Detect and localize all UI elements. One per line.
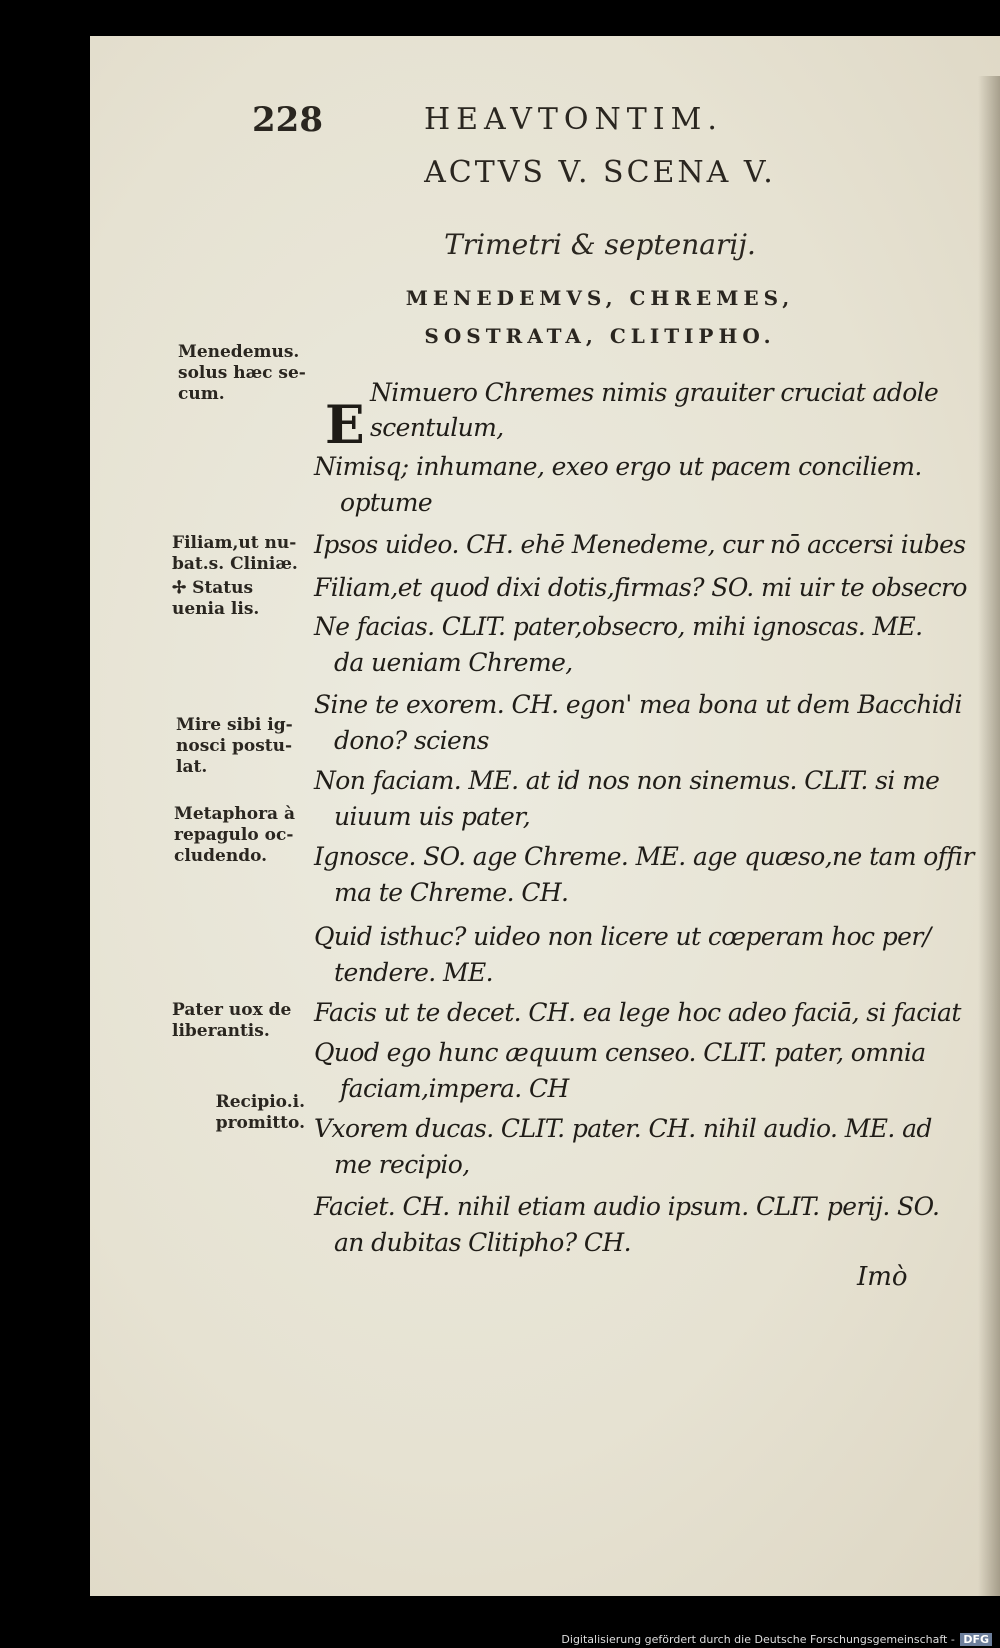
catchword: Imò bbox=[857, 1262, 908, 1292]
verse-line: Sine te exorem. CH. egon' mea bona ut dem Bacchidi bbox=[314, 690, 962, 719]
page-number: 228 bbox=[252, 100, 323, 140]
verse-line: optume bbox=[340, 488, 433, 517]
dfg-logo: DFG bbox=[960, 1633, 992, 1646]
verse-line: ma te Chreme. CH. bbox=[334, 878, 569, 907]
verse-line: Nimuero Chremes nimis grauiter cruciat adole bbox=[370, 378, 939, 407]
verse-line: dono? sciens bbox=[334, 726, 489, 755]
margin-note-pater: Pater uox de liberantis. bbox=[172, 1000, 292, 1041]
drop-capital: E bbox=[325, 395, 365, 456]
meter-line: Trimetri & septenarij. bbox=[444, 228, 756, 261]
margin-note-filiam: Filiam,ut nu-bat.s. Cliniæ. bbox=[172, 533, 298, 574]
running-header bbox=[0, 100, 910, 150]
margin-note-menedemus: Menedemus. solus hæc se-cum. bbox=[178, 342, 306, 404]
verse-line: an dubitas Clitipho? CH. bbox=[334, 1228, 631, 1257]
footer-text: Digitalisierung gefördert durch die Deutsche Forschungsgemeinschaft - bbox=[561, 1633, 955, 1646]
running-title: HEAVTONTIM. bbox=[424, 102, 723, 137]
margin-note-metaphora: Metaphora à repagulo oc-cludendo. bbox=[174, 804, 295, 866]
page-edge-shadow bbox=[978, 76, 1000, 1596]
verse-line: Non faciam. ME. at id nos non sinemus. CLIT. si me bbox=[314, 766, 940, 795]
margin-note-mire: Mire sibi ig-nosci postu-lat. bbox=[176, 715, 293, 777]
digitization-footer bbox=[561, 1633, 992, 1646]
margin-note-recipio: Recipio.i. promitto. bbox=[215, 1092, 305, 1133]
scene-title: ACTVS V. SCENA V. bbox=[424, 155, 776, 190]
verse-line: Ne facias. CLIT. pater,obsecro, mihi ignoscas. ME. bbox=[314, 612, 923, 641]
verse-line: Ignosce. SO. age Chreme. ME. age quæso,ne tam offir bbox=[314, 842, 974, 871]
verse-line: Facis ut te decet. CH. ea lege hoc adeo faciā, si faciat bbox=[314, 998, 961, 1027]
personae-line-1: MENEDEMVS, CHREMES, bbox=[405, 286, 795, 310]
verse-line: Vxorem ducas. CLIT. pater. CH. nihil audio. ME. ad bbox=[314, 1114, 932, 1143]
verse-line: Quid isthuc? uideo non licere ut cœperam hoc per/ bbox=[314, 922, 931, 951]
verse-line: uiuum uis pater, bbox=[334, 802, 531, 831]
verse-line: me recipio, bbox=[334, 1150, 470, 1179]
verse-line: Nimisq; inhumane, exeo ergo ut pacem conciliem. bbox=[314, 452, 922, 481]
margin-note-status: ✢ Status uenia lis. bbox=[172, 578, 260, 619]
verse-line: faciam,impera. CH bbox=[340, 1074, 569, 1103]
verse-line: Ipsos uideo. CH. ehē Menedeme, cur nō accersi iubes bbox=[314, 530, 966, 559]
verse-line: da ueniam Chreme, bbox=[334, 648, 573, 677]
verse-line: tendere. ME. bbox=[334, 958, 493, 987]
personae-line-2: SOSTRATA, CLITIPHO. bbox=[424, 324, 776, 348]
verse-line: Faciet. CH. nihil etiam audio ipsum. CLIT. perij. SO. bbox=[314, 1192, 940, 1221]
verse-line: scentulum, bbox=[370, 413, 504, 442]
verse-line: Quod ego hunc æquum censeo. CLIT. pater, omnia bbox=[314, 1038, 926, 1067]
verse-line: Filiam,et quod dixi dotis,firmas? SO. mi uir te obsecro bbox=[314, 573, 967, 602]
